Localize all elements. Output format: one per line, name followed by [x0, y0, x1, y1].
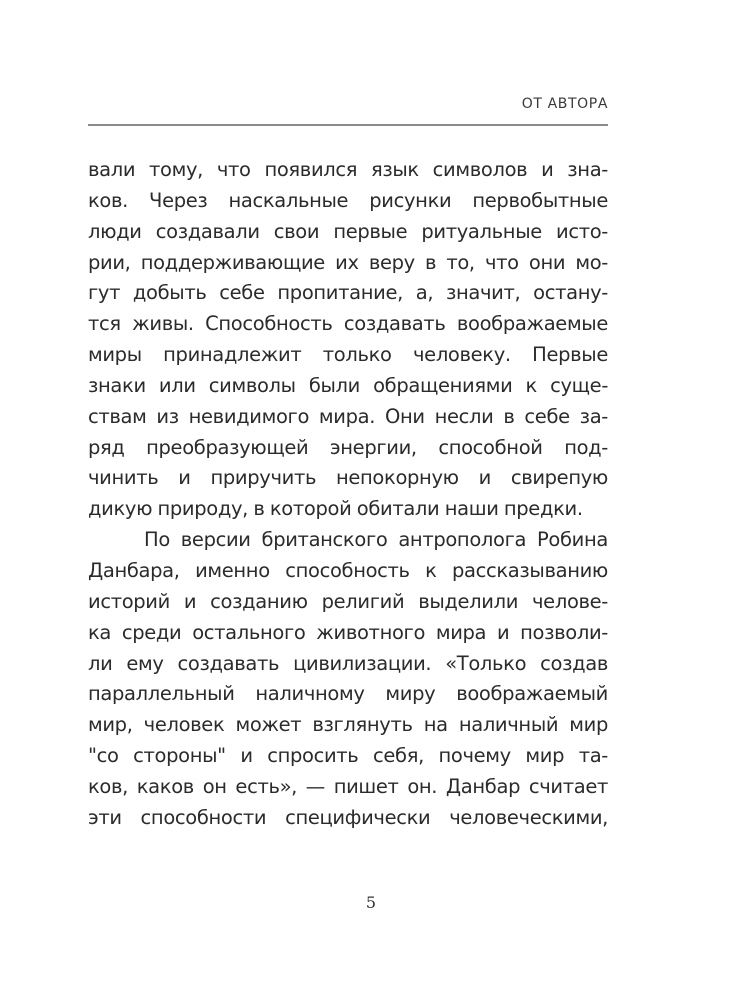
text-line: тся живы. Способность создавать воображаемые — [88, 312, 608, 336]
paragraph-end-line: дикую природу, в которой обитали наши предки. — [88, 497, 583, 521]
header-rule — [88, 124, 608, 126]
page-number: 5 — [365, 893, 377, 912]
text-line: эти способности специфически человеческими, — [88, 805, 608, 829]
running-header: ОТ АВТОРА — [521, 96, 608, 112]
text-line: Данбара, именно способность к рассказыванию — [88, 558, 608, 582]
text-line: параллельный наличному миру воображаемый — [88, 682, 608, 706]
text-line: ка среди остального животного мира и позволи- — [88, 620, 608, 644]
text-line: историй и созданию религий выделили челове- — [88, 589, 608, 613]
text-line: знаки или символы были обращениями к суще- — [88, 373, 608, 397]
text-line: ли ему создавать цивилизации. «Только создав — [88, 651, 608, 675]
text-line: "со стороны" и спросить себя, почему мир та- — [88, 744, 608, 768]
text-line: мир, человек может взглянуть на наличный мир — [88, 713, 608, 737]
text-line: вали тому, что появился язык символов и зна- — [88, 158, 608, 181]
text-line: ков, каков он есть», — пишет он. Данбар считает — [88, 774, 608, 798]
body-text — [88, 155, 608, 834]
text-line: миры принадлежит только человеку. Первые — [88, 343, 608, 367]
text-line: гут добыть себе пропитание, а, значит, остану- — [88, 281, 608, 305]
text-line: ствам из невидимого мира. Они несли в себе за- — [88, 404, 608, 428]
text-line: чинить и приручить непокорную и свирепую — [88, 466, 608, 490]
text-line: люди создавали свои первые ритуальные исто- — [88, 219, 608, 243]
text-line: рии, поддерживающие их веру в то, что они мо- — [88, 250, 608, 274]
paragraph-first-line: По версии британского антрополога Робина — [144, 528, 608, 552]
text-line: ряд преобразующей энергии, способной под- — [88, 435, 608, 459]
text-line: ков. Через наскальные рисунки первобытные — [88, 188, 608, 212]
